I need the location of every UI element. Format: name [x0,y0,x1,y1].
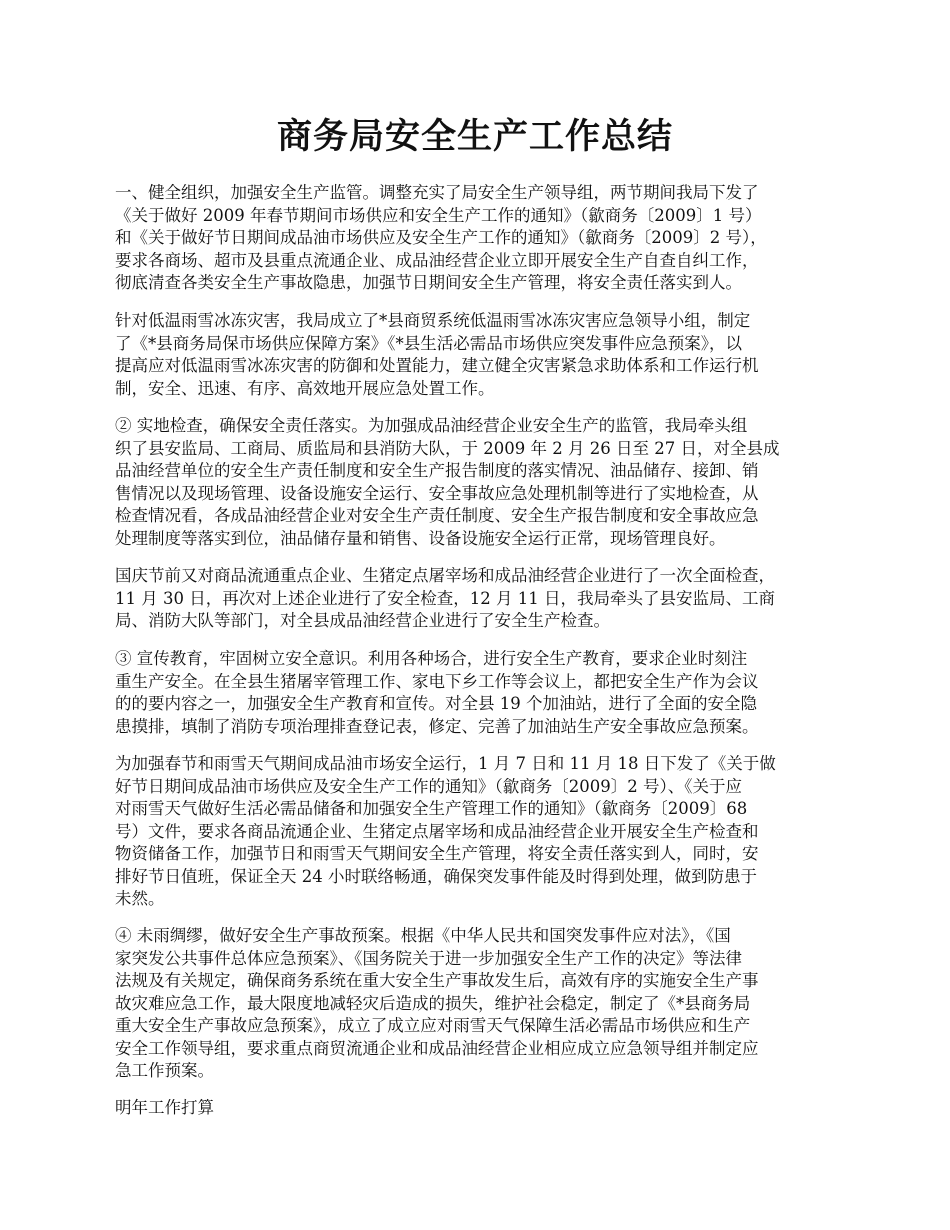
paragraph-3 [115,415,850,550]
text-line: 一、健全组织，加强安全生产监管。调整充实了局安全生产领导组，两节期间我局下发了 [115,183,759,202]
paragraph-8 [115,1097,850,1120]
paragraph-6 [115,753,850,911]
text-line: 和《关于做好节日期间成品油市场供应及安全生产工作的通知》（歙商务〔2009〕2 号）， [115,228,767,247]
text-line: 局、消防大队等部门，对全县成品油经营企业进行了安全生产检查。 [115,611,610,630]
text-line: 重大安全生产事故应急预案》，成立了成立应对雨雪天气保障生活必需品市场供应和生产 [115,1016,751,1035]
text-line: 未然。 [115,889,165,908]
text-line: 制，安全、迅速、有序、高效地开展应急处置工作。 [115,378,495,398]
text-line: 安全工作领导组，要求重点商贸流通企业和成品油经营企业相应成立应急领导组并制定应 [115,1038,759,1058]
text-line: 检查情况看，各成品油经营企业对安全生产责任制度、安全生产报告制度和安全事故应急 [115,506,759,525]
text-line: 物资储备工作，加强节日和雨雪天气期间安全生产管理，将安全责任落实到人，同时，安 [115,844,759,863]
text-line: 售情况以及现场管理、设备设施安全运行、安全事故应急处理机制等进行了实地检查，从 [115,483,759,503]
text-line: 了《*县商务局保市场供应保障方案》《*县生活必需品市场供应突发事件应急预案》，以 [115,333,742,353]
section-heading: 明年工作打算 [115,1098,214,1117]
text-line: 针对低温雨雪冰冻灾害，我局成立了*县商贸系统低温雨雪冰冻灾害应急领导小组，制定 [115,311,751,330]
text-line: 急工作预案。 [115,1061,214,1080]
text-line: 为加强春节和雨雪天气期间成品油市场安全运行，1 月 7 日和 11 月 18 日下发了《关于做 [115,754,776,773]
text-line: 重生产安全。在全县生猪屠宰管理工作、家电下乡工作等会议上，都把安全生产作为会议 [115,671,759,691]
document-title: 商务局安全生产工作总结 [276,116,673,157]
text-line: 号）文件，要求各商品流通企业、生猪定点屠宰场和成品油经营企业开展安全生产检查和 [115,821,759,841]
text-line: 品油经营单位的安全生产责任制度和安全生产报告制度的落实情况、油品储存、接卸、销 [115,461,759,480]
text-line: 彻底清查各类安全生产事故隐患，加强节日期间安全生产管理，将安全责任落实到人。 [115,273,742,292]
text-line: 对雨雪天气做好生活必需品储备和加强安全生产管理工作的通知》（歙商务〔2009〕68 [115,799,748,818]
text-line: 11 月 30 日，再次对上述企业进行了安全检查，12 月 11 日，我局牵头了县安监局、工商 [115,588,775,608]
text-line: 排好节日值班，保证全天 24 小时联络畅通，确保突发事件能及时得到处理，做到防患于 [115,866,757,886]
text-line: 《关于做好 2009 年春节期间市场供应和安全生产工作的通知》（歙商务〔2009〕1 号） [115,205,762,225]
text-line: 家突发公共事件总体应急预案》、《国务院关于进一步加强安全生产工作的决定》等法律 [115,948,742,968]
text-line: 国庆节前又对商品流通重点企业、生猪定点屠宰场和成品油经营企业进行了一次全面检查， [115,566,775,585]
paragraph-4 [115,565,850,633]
text-line: 提高应对低温雨雪冰冻灾害的防御和处置能力，建立健全灾害紧急求助体系和工作运行机 [115,356,759,375]
text-line: 处理制度等落实到位，油品储存量和销售、设备设施安全运行正常，现场管理良好。 [115,528,726,548]
text-line: 的的要内容之一，加强安全生产教育和宣传。对全县 19 个加油站，进行了全面的安全隐 [115,694,757,713]
text-line: 患摸排，填制了消防专项治理排查登记表，修定、完善了加油站生产安全事故应急预案。 [115,716,759,736]
text-line: ② 实地检查，确保安全责任落实。为加强成品油经营企业安全生产的监管，我局牵头组 [115,416,748,435]
paragraph-7 [115,925,850,1083]
text-line: ④ 未雨绸缪，做好安全生产事故预案。根据《中华人民共和国突发事件应对法》，《国 [115,926,731,945]
paragraph-2 [115,310,850,400]
paragraph-1 [115,182,850,295]
paragraph-5 [115,648,850,738]
text-line: ③ 宣传教育，牢固树立安全意识。利用各种场合，进行安全生产教育，要求企业时刻注 [115,649,748,668]
text-line: 好节日期间成品油市场供应及安全生产工作的通知》（歙商务〔2009〕2 号）、《关于应 [115,776,742,796]
text-line: 织了县安监局、工商局、质监局和县消防大队，于 2009 年 2 月 26 日至 27 日，对全县成 [115,438,780,458]
text-line: 故灾难应急工作，最大限度地减轻灾后造成的损失，维护社会稳定，制定了《*县商务局 [115,993,751,1013]
text-line: 法规及有关规定，确保商务系统在重大安全生产事故发生后，高效有序的实施安全生产事 [115,971,759,990]
text-line: 要求各商场、超市及县重点流通企业、成品油经营企业立即开展安全生产自查自纠工作， [115,250,759,270]
